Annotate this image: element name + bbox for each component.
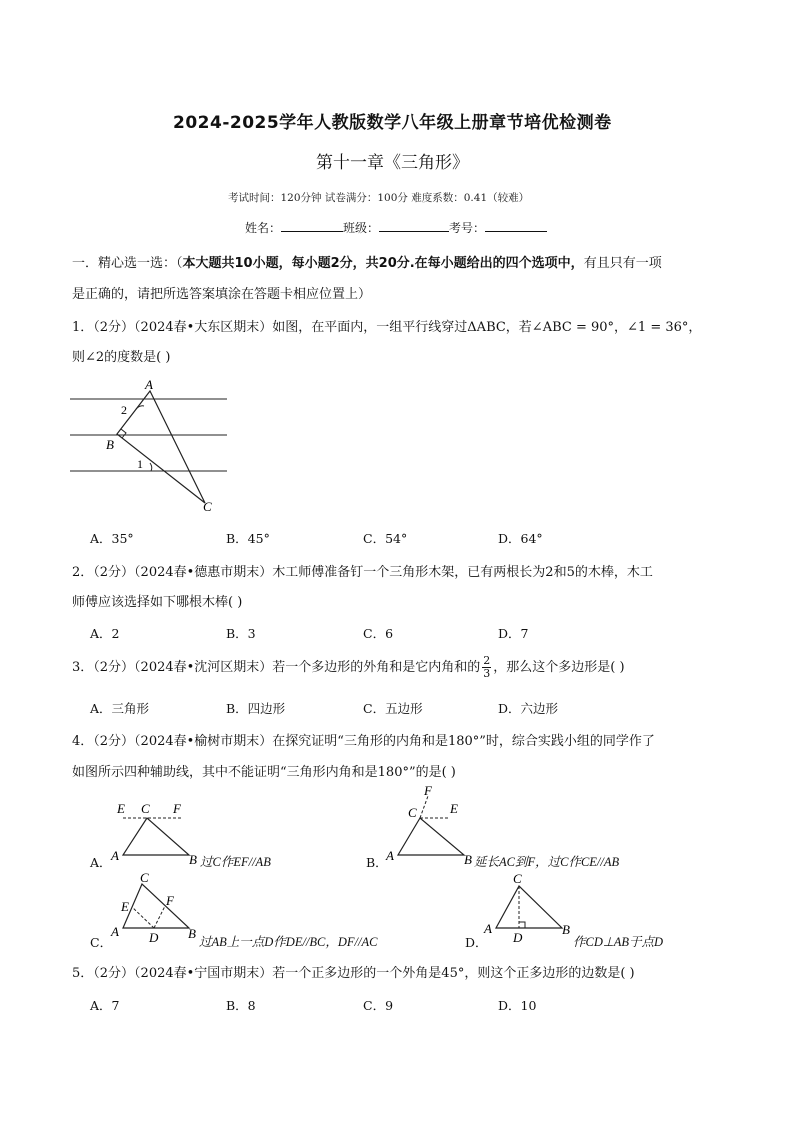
label-angle-1: 1 [137, 457, 143, 471]
label-A: A [145, 377, 153, 392]
question-2-text-line2: 师傅应该选择如下哪根木棒( ) [72, 595, 243, 610]
section-prefix: 一．精心选一选：（ [72, 256, 183, 271]
label-F: F [424, 783, 432, 798]
q4-option-d-text[interactable]: 作CD⊥AB于点D [573, 935, 664, 949]
question-1-figure [65, 375, 235, 520]
name-blank[interactable] [281, 219, 343, 232]
angle-1-arc [150, 463, 152, 471]
class-label: 班级： [343, 221, 380, 235]
angle-2-arc [136, 406, 144, 409]
q2-option-a[interactable]: A．2 [90, 626, 120, 641]
label-B: B [464, 852, 472, 867]
fraction-numerator: 2 [483, 654, 491, 667]
q2-option-d[interactable]: D．7 [498, 626, 529, 641]
label-A: A [111, 924, 119, 939]
class-blank[interactable] [379, 219, 449, 232]
q5-option-c[interactable]: C．9 [363, 998, 394, 1013]
q4-option-b-letter[interactable]: B． [366, 855, 388, 870]
right-angle-mark [519, 922, 525, 928]
q4-figure-d [482, 870, 574, 944]
label-C: C [140, 872, 149, 885]
q4-option-c-text[interactable]: 过AB上一点D作DE//BC，DF//AC [199, 935, 378, 949]
question-3-text-post: ，那么这个多边形是( ) [493, 660, 625, 675]
q4-option-a-text[interactable]: 过C作EF//AB [200, 855, 271, 869]
label-F: F [173, 801, 181, 816]
label-B: B [106, 437, 114, 452]
exam-meta: 考试时间：120分钟 试卷满分：100分 难度系数：0.41（较难） [228, 192, 530, 204]
question-5-text: 5．（2分）（2024春•宁国市期末）若一个正多边形的一个外角是45°，则这个正多边形的边数是( ) [72, 966, 635, 981]
label-E: E [117, 801, 125, 816]
q4-option-b-text[interactable]: 延长AC到F，过C作CE//AB [474, 855, 620, 869]
question-2-text: 2．（2分）（2024春•德惠市期末）木工师傅准备钉一个三角形木架，已有两根长为2和5的木棒，木工 [72, 565, 653, 580]
exam-no-label: 考号： [449, 221, 486, 235]
q2-option-c[interactable]: C．6 [363, 626, 394, 641]
q1-option-b[interactable]: B．45° [226, 531, 270, 546]
student-info-row [245, 219, 547, 236]
question-3-text [72, 655, 625, 680]
triangle-abc [123, 884, 189, 928]
q4-figure-c [105, 872, 200, 944]
line-de [132, 907, 154, 928]
q2-option-b[interactable]: B．3 [226, 626, 256, 641]
q5-option-b[interactable]: B．8 [226, 998, 256, 1013]
q4-option-c-letter[interactable]: C． [90, 935, 113, 950]
label-C: C [408, 805, 417, 820]
label-E: E [121, 899, 129, 914]
chapter-title: 第十一章《三角形》 [316, 153, 469, 173]
triangle-abc [123, 818, 189, 855]
q3-option-a[interactable]: A．三角形 [90, 701, 150, 716]
label-B: B [189, 852, 197, 867]
right-angle-mark [121, 429, 126, 438]
q1-option-c[interactable]: C．54° [363, 531, 408, 546]
label-B: B [188, 926, 196, 941]
name-label: 姓名： [245, 221, 282, 235]
question-4-text: 4．（2分）（2024春•榆树市期末）在探究证明“三角形的内角和是180°”时，综合实践小组的同学作了 [72, 734, 655, 749]
question-1-text: 1．（2分）（2024春•大东区期末）如图，在平面内，一组平行线穿过ΔABC，若∠ABC = 90°，∠1 = 36°， [72, 320, 702, 335]
section-heading [72, 252, 662, 271]
q1-option-d[interactable]: D．64° [498, 531, 543, 546]
label-A: A [111, 848, 119, 863]
q4-figure-b [380, 782, 475, 868]
label-C: C [203, 499, 212, 514]
q3-option-c[interactable]: C．五边形 [363, 701, 423, 716]
label-A: A [484, 921, 492, 936]
label-B: B [562, 922, 570, 937]
q4-option-a-letter[interactable]: A． [90, 855, 112, 870]
label-angle-2: 2 [121, 403, 127, 417]
fraction-denominator: 3 [483, 667, 491, 680]
label-C: C [513, 871, 522, 886]
q4-option-d-letter[interactable]: D． [465, 935, 488, 950]
question-4-text-line2: 如图所示四种辅助线，其中不能证明“三角形内角和是180°”的是( ) [72, 765, 456, 780]
q5-option-d[interactable]: D．10 [498, 998, 537, 1013]
label-A: A [386, 848, 394, 863]
q3-option-d[interactable]: D．六边形 [498, 701, 559, 716]
q5-option-a[interactable]: A．7 [90, 998, 120, 1013]
line-df [154, 906, 165, 928]
page-title: 2024-2025学年人教版数学八年级上册章节培优检测卷 [173, 113, 612, 133]
triangle-abc [398, 818, 464, 855]
question-3-text-pre: 3．（2分）（2024春•沈河区期末）若一个多边形的外角和是它内角和的 [72, 660, 481, 675]
fraction-two-thirds [482, 655, 491, 680]
extension-cf [420, 796, 428, 818]
section-instructions-bold: 本大题共10小题，每小题2分，共20分.在每小题给出的四个选项中， [182, 256, 584, 271]
label-F: F [166, 893, 174, 908]
label-D: D [149, 930, 159, 944]
label-C: C [141, 801, 150, 816]
section-heading-line2: 是正确的，请把所选答案填涂在答题卡相应位置上） [72, 287, 372, 302]
exam-no-blank[interactable] [485, 219, 547, 232]
question-1-text-line2: 则∠2的度数是( ) [72, 350, 171, 365]
label-E: E [450, 801, 458, 816]
triangle-abc [117, 391, 205, 503]
q3-option-b[interactable]: B．四边形 [226, 701, 286, 716]
triangle-abc [496, 886, 562, 928]
section-instructions-rest: 有且只有一项 [583, 256, 662, 271]
q1-option-a[interactable]: A．35° [90, 531, 134, 546]
label-D: D [513, 930, 523, 944]
q4-figure-a [105, 798, 200, 868]
